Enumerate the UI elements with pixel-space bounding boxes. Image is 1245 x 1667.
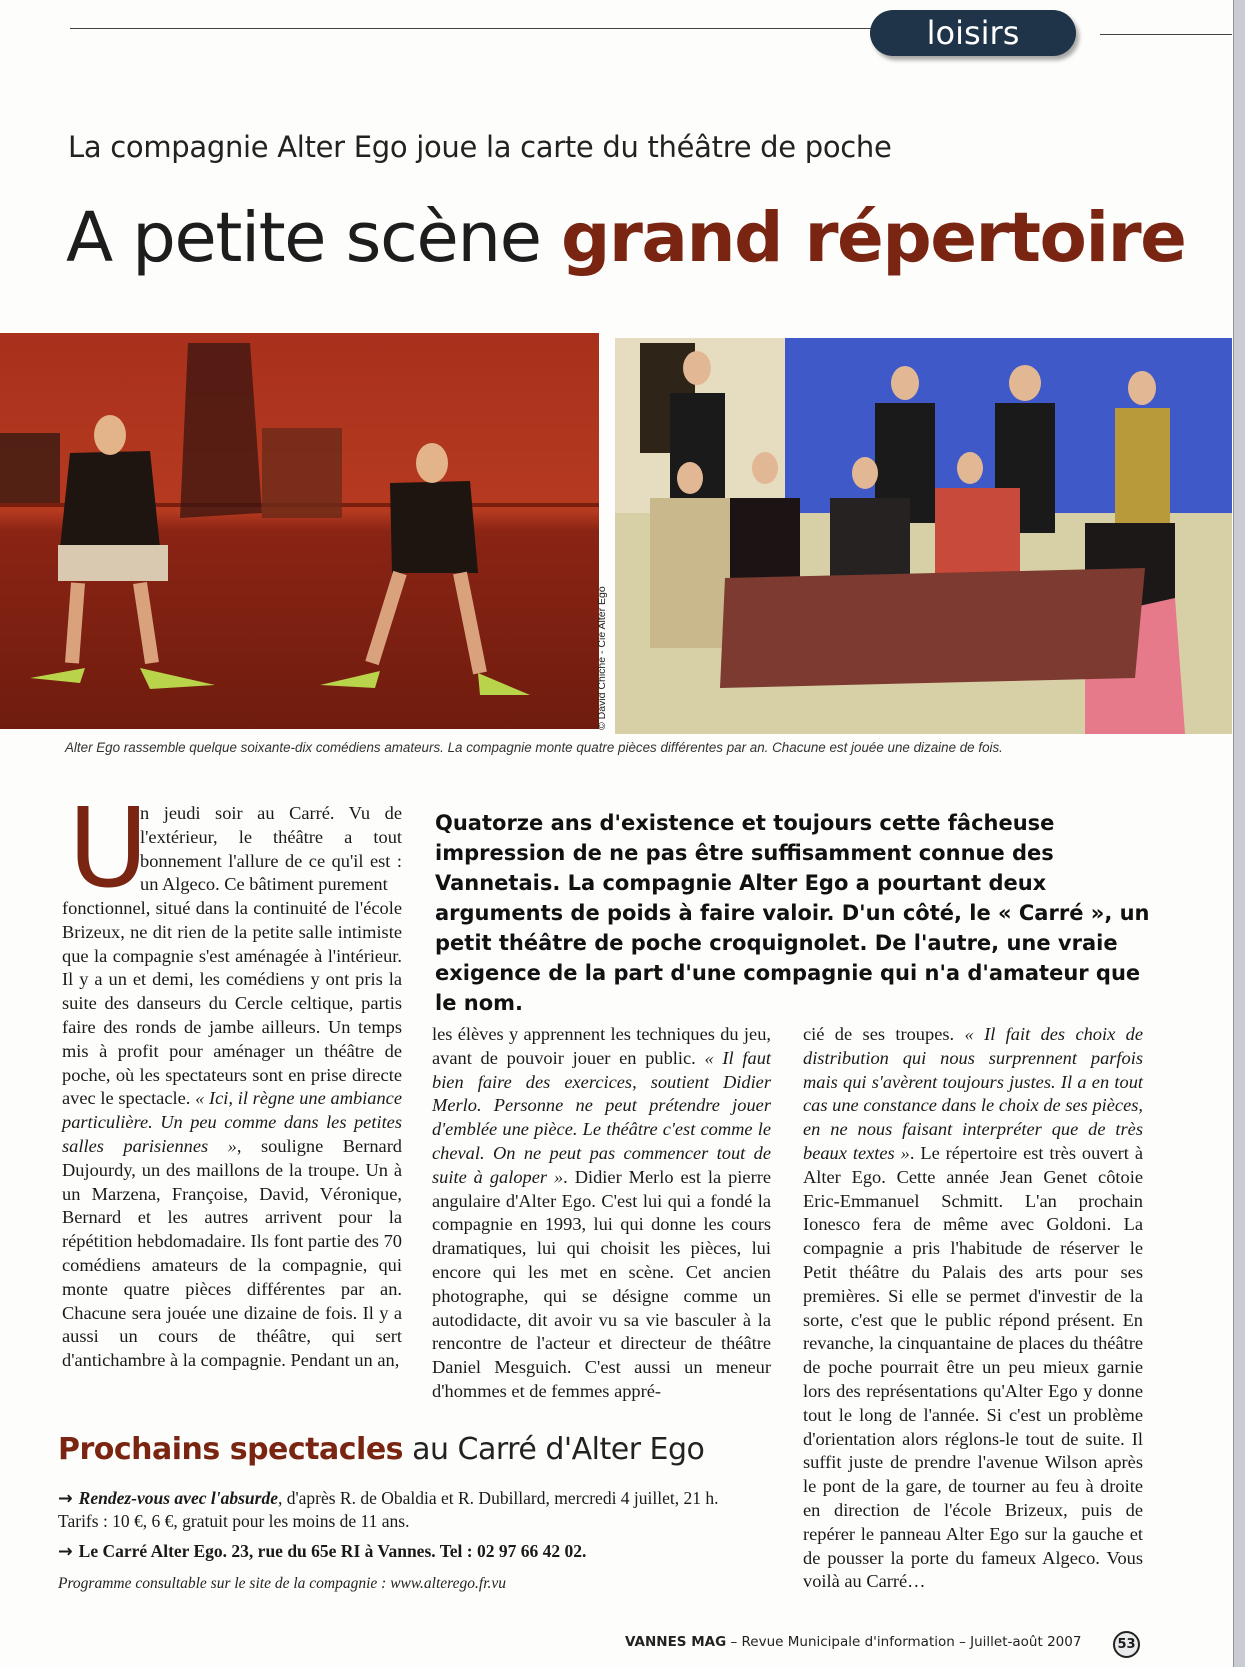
photo-caption: Alter Ego rassemble quelque soixante-dix comédiens amateurs. La compagnie monte quatre pièces différentes par an. Chacune est jouée une dizaine de fois. <box>65 740 1003 755</box>
column-2 <box>432 1023 771 1404</box>
section-tab: loisirs <box>870 10 1076 56</box>
column-1-quote: « Ici, il règne une ambiance particulière. Un peu comme dans les petites salles parisiennes » <box>62 1088 402 1156</box>
header-rule-left <box>70 28 890 29</box>
page-number: 53 <box>1113 1631 1140 1658</box>
column-2-text-a: les élèves y apprennent les techniques du jeu, avant de pouvoir jouer en public. <box>432 1024 771 1068</box>
events-box-title <box>58 1432 704 1467</box>
column-1 <box>62 897 402 1373</box>
events-box-title-bold: Prochains spectacles <box>58 1432 404 1467</box>
venue-info <box>58 1540 758 1563</box>
arrow-icon: → <box>58 1542 73 1562</box>
column-1-text-b: , souligne Bernard Dujourdy, un des maillons de la troupe. Un à un Marzena, Françoise, David, Véronique, Bernard et les autres arrivent pour la répétition hebdomadaire. Ils font partie des 70 comédiens amateurs de la compagnie, qui monte quatre pièces différentes par an. Chacune sera jouée une dizaine de fois. Il y a aussi un cours de théâtre, qui sert d'antichambre à la compagnie. Pendant un an, <box>62 1135 403 1371</box>
column-2-quote: « Il faut bien faire des exercices, soutient Didier Merlo. Personne ne peut prétendre jouer d'emblée une pièce. Le théâtre c'est comme le cheval. On ne peut pas commencer tout de suite à galoper » <box>432 1047 771 1187</box>
venue-address: Le Carré Alter Ego. 23, rue du 65e RI à Vannes. Tel : 02 97 66 42 02. <box>78 1541 587 1561</box>
page-footer <box>625 1634 1081 1650</box>
photo-credit: © David Chiche - Cie Alter Ego <box>596 586 608 730</box>
drop-cap: U <box>68 784 149 912</box>
event-title: Rendez-vous avec l'absurde <box>78 1488 278 1508</box>
footer-info: – Revue Municipale d'information – Juillet-août 2007 <box>726 1634 1082 1650</box>
photo-cast-table <box>615 338 1232 734</box>
column-1-lead <box>140 802 402 897</box>
lead-paragraph: n jeudi soir au Carré. Vu de l'extérieur, le théâtre a tout bonnement l'allure de ce qu'il est : un Algeco. Ce bâtiment purement <box>140 803 402 895</box>
page-edge <box>1233 0 1245 1667</box>
article-standfirst: Quatorze ans d'existence et toujours cette fâcheuse impression de ne pas être suffisamment connue des Vannetais. La compagnie Alter Ego a pourtant deux arguments de poids à faire valoir. D'un côté, le « Carré », un petit théâtre de poche croquignolet. De l'autre, une vraie exigence de la part d'une compagnie qui n'a d'amateur que le nom. <box>435 811 1150 1015</box>
arrow-icon: → <box>58 1489 73 1509</box>
column-2-paragraph <box>432 1023 771 1404</box>
events-box-title-regular: au Carré d'Alter Ego <box>403 1432 705 1467</box>
column-3-text-b: . Le répertoire est très ouvert à Alter Ego. Cette année Jean Genet côtoie Eric-Emmanuel Schmitt. L'an prochain Ionesco fera de même avec Goldoni. La compagnie a pris l'habitude de réserver le Petit théâtre du Palais des arts pour ses premières. Si elle se permet d'investir de la sorte, c'est que le public répond présent. En revanche, la cinquantaine de places du théâtre de poche pourrait être un peu mieux garnie lors des représentations qu'Alter Ego y donne tout le long de l'année. Si c'est un problème d'orientation alors réglons-le tout de suite. Il suffit juste de prendre l'avenue Wilson après le pont de la gare, de tourner au feu à droite en direction de l'école Brizeux, puis de repérer le panneau Alter Ego sur la gauche et de pousser la porte du fameux Algeco. Vous voilà au Carré… <box>803 1142 1143 1592</box>
column-1-text-a: fonctionnel, situé dans la continuité de l'école Brizeux, ne dit rien de la petite salle intimiste que la compagnie s'est aménagée à l'intérieur. Il y a un et demi, les comédiens y ont pris la suite des danseurs du Cercle celtique, partis faire des ronds de jambe ailleurs. Un temps mis à profit pour aménager un théâtre de poche, où les spectateurs sont en prise directe avec le spectacle. <box>62 898 402 1109</box>
column-3 <box>803 1023 1143 1594</box>
column-3-paragraph <box>803 1023 1143 1594</box>
column-1-paragraph <box>62 897 402 1373</box>
article-kicker: La compagnie Alter Ego joue la carte du théâtre de poche <box>68 130 892 164</box>
column-2-text-b: . Didier Merlo est la pierre angulaire d'Alter Ego. C'est lui qui a fondé la compagnie en 1993, lui qui donne les cours dramatiques, lui qui choisit les pièces, lui encore qui les met en scène. Cet ancien photographe, qui se désigne comme un autodidacte, dit avoir vu sa vie basculer à la rencontre de l'acteur et directeur de théâtre Daniel Mesguich. C'est aussi un meneur d'hommes et de femmes appré- <box>432 1166 771 1401</box>
header-rule-right <box>1100 34 1232 35</box>
article-headline <box>66 196 1185 280</box>
magazine-name: VANNES MAG <box>625 1634 727 1650</box>
event-item <box>58 1487 758 1532</box>
column-3-text-a: cié de ses troupes. <box>803 1024 965 1044</box>
headline-bold: grand répertoire <box>561 198 1186 278</box>
program-note: Programme consultable sur le site de la compagnie : www.alterego.fr.vu <box>58 1575 507 1592</box>
column-3-quote: « Il fait des choix de distribution qui nous surprennent parfois mais qui s'avèrent toujours justes. Il a en tout cas une constance dans le choix de ses pièces, en ne nous faisant interpréter que de très beaux textes » <box>803 1024 1144 1163</box>
headline-regular: A petite scène <box>66 198 561 278</box>
event-details: , d'après R. de Obaldia et R. Dubillard, mercredi 4 juillet, 21 h. Tarifs : 10 €, 6 €, gratuit pour les moins de 11 ans. <box>58 1488 719 1531</box>
photo-stage-performers <box>0 333 599 729</box>
